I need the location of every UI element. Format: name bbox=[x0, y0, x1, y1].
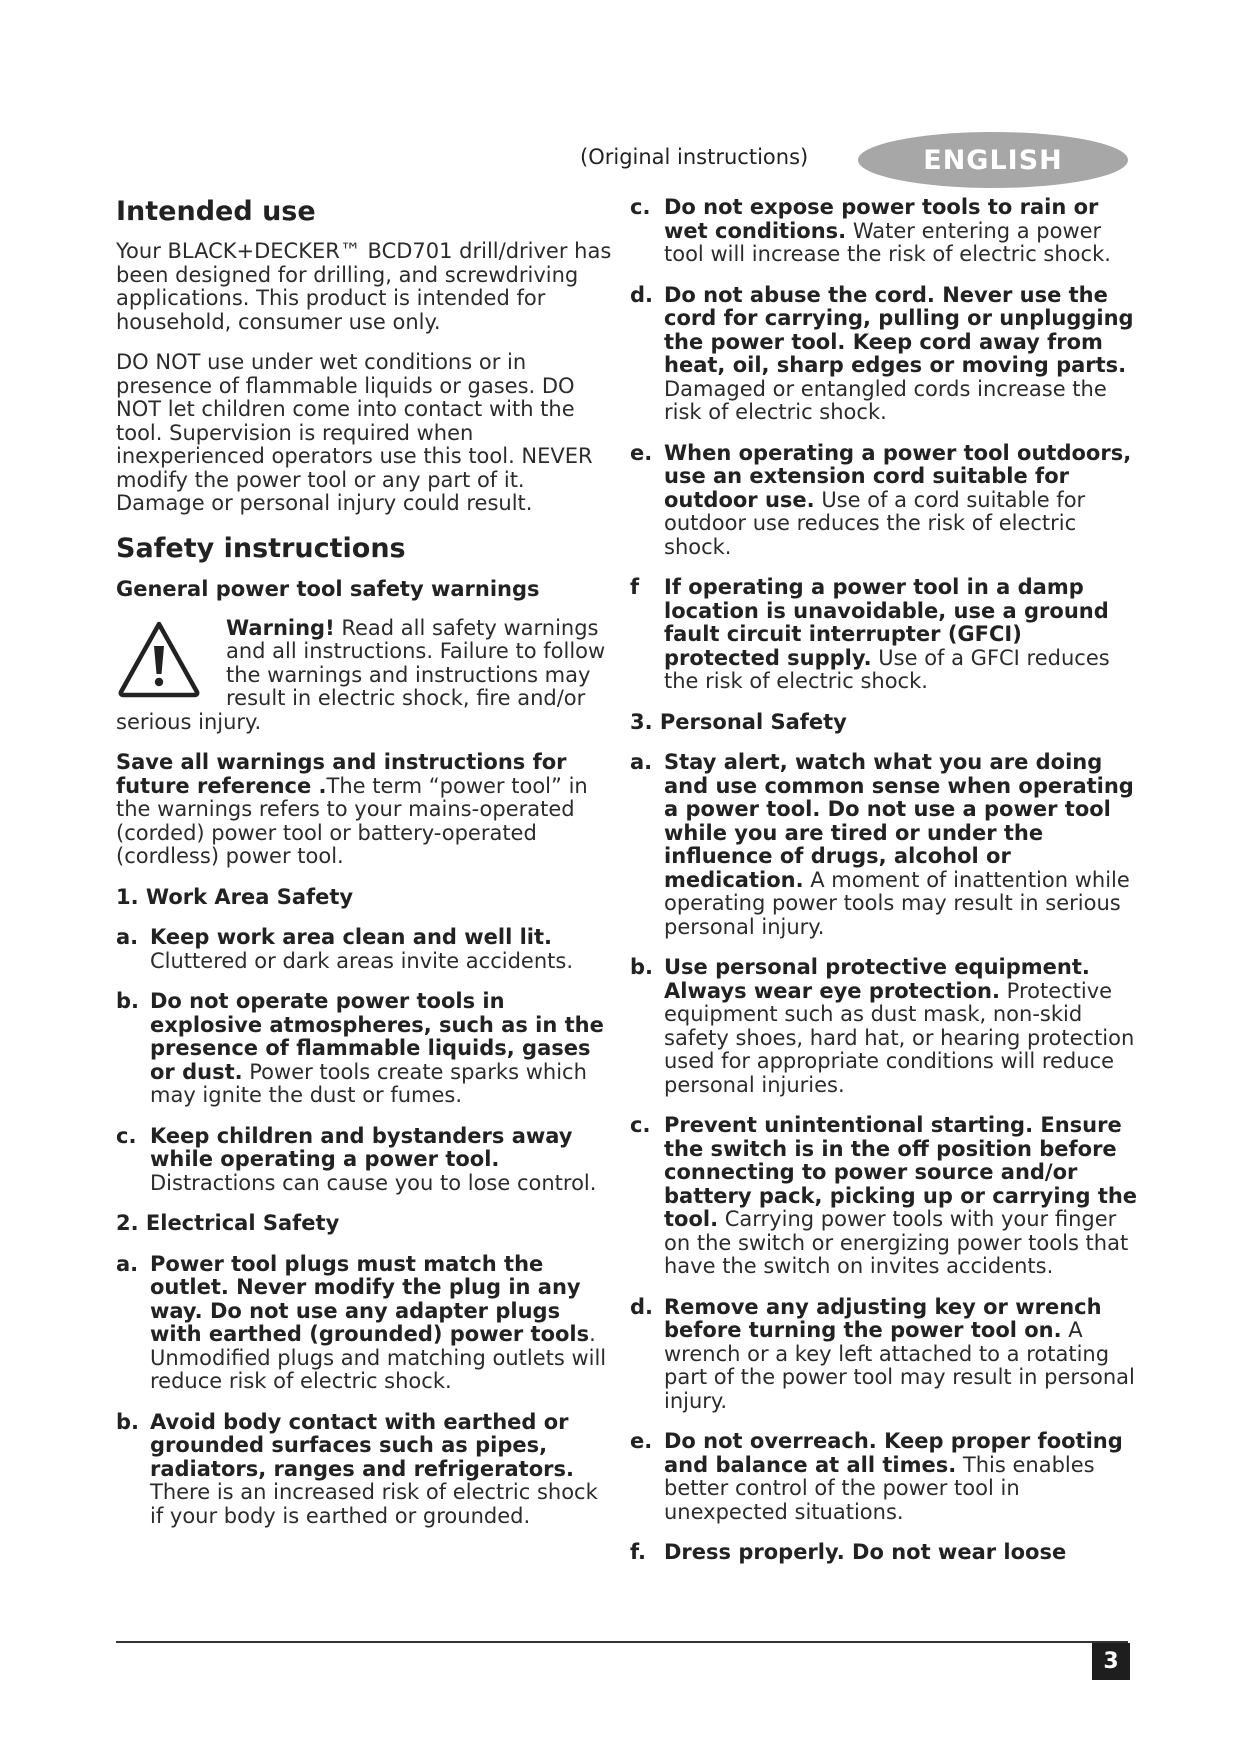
warning-label: Warning! bbox=[226, 615, 335, 640]
item-marker: d. bbox=[630, 282, 654, 307]
list-item bbox=[630, 956, 1138, 1097]
list-item bbox=[116, 990, 616, 1108]
item-marker: c. bbox=[116, 1123, 137, 1148]
page-number: 3 bbox=[1092, 1643, 1130, 1680]
item-text: A moment of inattention while operating power tools may result in serious personal injury. bbox=[664, 867, 1130, 939]
list-item bbox=[630, 196, 1138, 267]
list-item bbox=[630, 1296, 1138, 1414]
warning-triangle-icon bbox=[116, 619, 202, 699]
item-bold-text: When operating a power tool outdoors, use an extension cord suitable for outdoor use. bbox=[664, 440, 1132, 512]
item-text: Use of a cord suitable for outdoor use reduces the risk of electric shock. bbox=[664, 487, 1086, 559]
item-marker: c. bbox=[630, 195, 651, 219]
intended-use-paragraph: Your BLACK+DECKER™ BCD701 drill/driver has been designed for drilling, and screwdriving applications. This product is intended for household, consumer use only. bbox=[116, 239, 612, 334]
language-badge: ENGLISH bbox=[858, 132, 1128, 188]
intended-use-restrictions: DO NOT use under wet conditions or in presence of flammable liquids or gases. DO NOT let children come into contact with the tool. Supervision is required when inexperienced operators use this tool. NEVER modify the power tool or any part of it. Damage or personal injury could result. bbox=[116, 350, 593, 515]
item-marker: a. bbox=[116, 1251, 139, 1276]
item-text: . Unmodified plugs and matching outlets will reduce risk of electric shock. bbox=[150, 1322, 607, 1393]
item-text: Protective equipment such as dust mask, non-skid safety shoes, hard hat, or hearing protection used for appropriate conditions will reduce personal injuries. bbox=[664, 978, 1135, 1097]
item-marker: e. bbox=[630, 1429, 653, 1453]
list-item bbox=[116, 926, 616, 973]
item-text: Distractions can cause you to lose control. bbox=[150, 1170, 597, 1195]
item-bold-text: Power tool plugs must match the outlet. Never modify the plug in any way. Do not use any adapter plugs with earthed (grounded) power tools bbox=[150, 1251, 590, 1346]
item-marker: a. bbox=[116, 925, 139, 949]
personal-safety-items bbox=[630, 751, 1138, 1565]
item-body bbox=[664, 284, 1138, 425]
item-marker: d. bbox=[630, 1294, 654, 1319]
item-body bbox=[150, 1253, 616, 1394]
item-text: Water entering a power tool will increase the risk of electric shock. bbox=[664, 218, 1111, 266]
item-bold-text: Avoid body contact with earthed or grounded surfaces such as pipes, radiators, ranges and refrigerators. bbox=[150, 1409, 574, 1481]
item-text: Cluttered or dark areas invite accidents. bbox=[150, 948, 574, 973]
footer-rule bbox=[116, 1641, 1128, 1643]
item-body bbox=[664, 442, 1138, 560]
item-text: Damaged or entangled cords increase the risk of electric shock. bbox=[664, 376, 1107, 424]
item-body bbox=[150, 990, 616, 1108]
list-item bbox=[630, 284, 1138, 425]
item-body bbox=[150, 1125, 616, 1196]
list-item bbox=[116, 1411, 616, 1529]
intended-use-title: Intended use bbox=[116, 196, 316, 227]
item-text: This enables better control of the power tool in unexpected situations. bbox=[664, 1452, 1095, 1524]
item-text: There is an increased risk of electric shock if your body is earthed or grounded. bbox=[150, 1480, 598, 1528]
item-bold-text: Remove any adjusting key or wrench before turning the power tool on. bbox=[664, 1294, 1102, 1342]
list-item bbox=[630, 751, 1138, 939]
item-text: Power tools create sparks which may ignite the dust or fumes. bbox=[150, 1059, 587, 1107]
left-column bbox=[116, 196, 616, 1545]
item-body bbox=[150, 926, 616, 973]
list-item bbox=[630, 442, 1138, 560]
item-bold-text: Do not overreach. Keep proper footing and balance at all times. bbox=[664, 1429, 1123, 1477]
electrical-items-right bbox=[630, 196, 1138, 694]
save-warnings-text: The term “power tool” in the warnings refers to your mains-operated (corded) power tool or battery-operated (cordless) power tool. bbox=[116, 773, 588, 868]
item-text: Carrying power tools with your finger on the switch or energizing power tools that have the switch on invites accidents. bbox=[664, 1207, 1129, 1278]
electrical-items-left bbox=[116, 1253, 616, 1529]
save-warnings-paragraph bbox=[116, 751, 616, 869]
item-bold-text: Keep work area clean and well lit. bbox=[150, 925, 552, 949]
item-marker: c. bbox=[630, 1113, 651, 1137]
work-area-safety-heading: 1. Work Area Safety bbox=[116, 884, 354, 909]
item-marker: b. bbox=[116, 989, 140, 1013]
original-instructions-note: (Original instructions) bbox=[580, 145, 809, 169]
work-area-items bbox=[116, 926, 616, 1195]
save-warnings-label: Save all warnings and instructions for future reference . bbox=[116, 750, 567, 798]
item-bold-text: Do not operate power tools in explosive atmospheres, such as in the presence of flammable liquids, gases or dust. bbox=[150, 989, 604, 1084]
item-text: A wrench or a key left attached to a rotating part of the power tool may result in personal injury. bbox=[664, 1318, 1135, 1413]
item-marker: e. bbox=[630, 440, 653, 465]
item-body bbox=[664, 576, 1138, 694]
item-body bbox=[150, 1411, 616, 1529]
item-bold-text: Do not abuse the cord. Never use the cord for carrying, pulling or unplugging the power tool. Keep cord away from heat, oil, sharp edges or moving parts. bbox=[664, 282, 1134, 377]
item-text: Use of a GFCI reduces the risk of electric shock. bbox=[664, 645, 1110, 693]
list-item bbox=[630, 576, 1138, 694]
item-bold-text: If operating a power tool in a damp location is unavoidable, use a ground fault circuit interrupter (GFCI) protected supply. bbox=[664, 575, 1109, 670]
item-marker: b. bbox=[630, 955, 654, 979]
list-item bbox=[630, 1430, 1138, 1524]
list-item bbox=[116, 1253, 616, 1394]
item-marker: f bbox=[630, 575, 640, 599]
item-bold-text: Prevent unintentional starting. Ensure the switch is in the off position before connecting to power source and/or battery pack, picking up or carrying the tool. bbox=[664, 1113, 1138, 1231]
right-column bbox=[630, 196, 1138, 1582]
warning-block bbox=[116, 617, 616, 735]
general-warnings-title: General power tool safety warnings bbox=[116, 576, 540, 601]
warning-text: Read all safety warnings and all instructions. Failure to follow the warnings and instructions may result in electric shock, fire and/or serious injury. bbox=[116, 615, 606, 734]
item-marker: b. bbox=[116, 1409, 140, 1434]
list-item bbox=[116, 1125, 616, 1196]
item-body bbox=[664, 196, 1138, 267]
item-body bbox=[664, 1541, 1138, 1565]
list-item bbox=[630, 1114, 1138, 1279]
electrical-safety-heading: 2. Electrical Safety bbox=[116, 1211, 340, 1235]
item-bold-text: Stay alert, watch what you are doing and use common sense when operating a power tool. Do not use a power tool while you are tired or under the influence of drugs, alcohol or medication. bbox=[664, 750, 1134, 892]
item-body bbox=[664, 1296, 1138, 1414]
item-marker: f. bbox=[630, 1540, 646, 1564]
item-body bbox=[664, 956, 1138, 1097]
item-bold-text: Dress properly. Do not wear loose bbox=[664, 1540, 1067, 1564]
item-bold-text: Use personal protective equipment. Always wear eye protection. bbox=[664, 955, 1090, 1003]
item-bold-text: Do not expose power tools to rain or wet conditions. bbox=[664, 195, 1099, 243]
item-body bbox=[664, 751, 1138, 939]
personal-safety-heading: 3. Personal Safety bbox=[630, 709, 847, 734]
item-bold-text: Keep children and bystanders away while operating a power tool. bbox=[150, 1123, 573, 1171]
safety-instructions-title: Safety instructions bbox=[116, 532, 406, 564]
list-item bbox=[630, 1541, 1138, 1565]
item-body bbox=[664, 1114, 1138, 1279]
item-body bbox=[664, 1430, 1138, 1524]
item-marker: a. bbox=[630, 750, 653, 774]
